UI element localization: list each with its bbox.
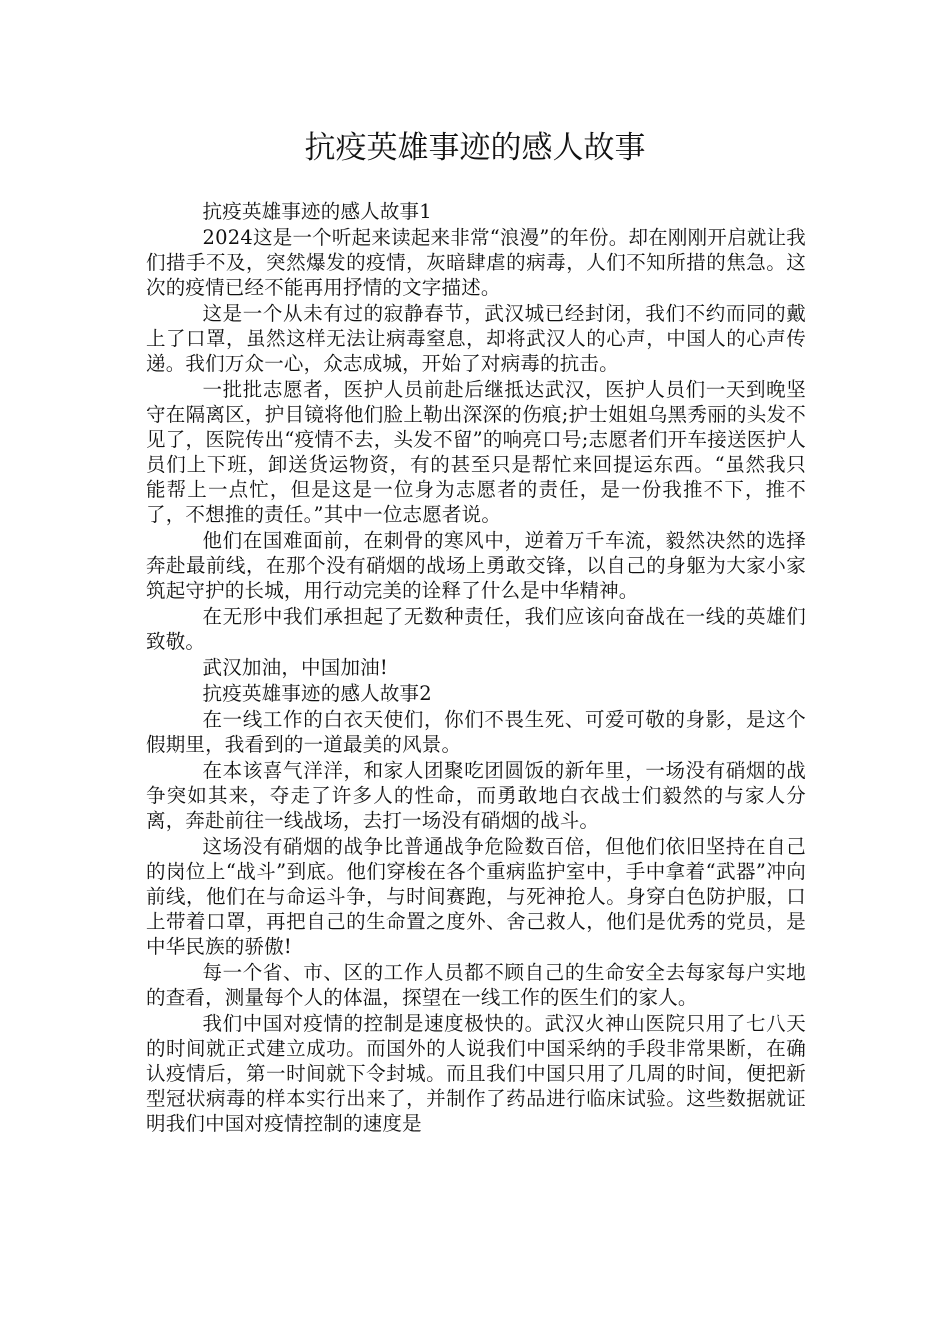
- section-heading-1: 抗疫英雄事迹的感人故事1: [202, 200, 432, 223]
- paragraph: 每一个省、市、区的工作人员都不顾自己的生命安全去每家每户实地的查看，测量每个人的体温，探望在一线工作的医生们的家人。: [146, 961, 806, 1009]
- paragraph: 他们在国难面前，在刺骨的寒风中，逆着万千车流，毅然决然的选择奔赴最前线，在那个没有硝烟的战场上勇敢交锋，以自己的身躯为大家小家筑起守护的长城，用行动完美的诠释了什么是中华精神。: [146, 529, 806, 602]
- document-body: [146, 199, 806, 1137]
- paragraph: 在本该喜气洋洋，和家人团聚吃团圆饭的新年里，一场没有硝烟的战争突如其来，夺走了许多人的性命，而勇敢地白衣战士们毅然的与家人分离，奔赴前往一线战场，去打一场没有硝烟的战斗。: [146, 759, 806, 832]
- paragraph: 我们中国对疫情的控制是速度极快的。武汉火神山医院只用了七八天的时间就正式建立成功。而国外的人说我们中国采纳的手段非常果断，在确认疫情后，第一时间就下令封城。而且我们中国只用了几周的时间，便把新型冠状病毒的样本实行出来了，并制作了药品进行临床试验。这些数据就证明我们中国对疫情控制的速度是: [146, 1012, 806, 1135]
- paragraph: 2024这是一个听起来读起来非常“浪漫”的年份。却在刚刚开启就让我们措手不及，突然爆发的疫情，灰暗肆虐的病毒，人们不知所措的焦急。这次的疫情已经不能再用抒情的文字描述。: [146, 226, 806, 299]
- paragraph: 在一线工作的白衣天使们，你们不畏生死、可爱可敬的身影，是这个假期里，我看到的一道最美的风景。: [146, 708, 806, 756]
- section-heading-2: 抗疫英雄事迹的感人故事2: [202, 682, 432, 705]
- paragraph: 一批批志愿者，医护人员前赴后继抵达武汉，医护人员们一天到晚坚守在隔离区，护目镜将他们脸上勒出深深的伤痕;护士姐姐乌黑秀丽的头发不见了，医院传出“疫情不去，头发不留”的响亮口号;志愿者们开车接送医护人员们上下班，卸送货运物资，有的甚至只是帮忙来回提运东西。“虽然我只能帮上一点忙，但是这是一位身为志愿者的责任，是一份我推不下，推不了，不想推的责任。”其中一位志愿者说。: [146, 378, 806, 526]
- paragraph: 武汉加油，中国加油!: [202, 656, 388, 679]
- paragraph: 这是一个从未有过的寂静春节，武汉城已经封闭，我们不约而同的戴上了口罩，虽然这样无法让病毒窒息，却将武汉人的心声，中国人的心声传递。我们万众一心，众志成城，开始了对病毒的抗击。: [146, 302, 806, 375]
- paragraph: 这场没有硝烟的战争比普通战争危险数百倍，但他们依旧坚持在自己的岗位上“战斗”到底。他们穿梭在各个重病监护室中，手中拿着“武器”冲向前线，他们在与命运斗争，与时间赛跑，与死神抢人。身穿白色防护服，口上带着口罩，再把自己的生命置之度外、舍己救人，他们是优秀的党员，是中华民族的骄傲!: [146, 835, 806, 958]
- document-title: 抗疫英雄事迹的感人故事: [304, 130, 646, 166]
- paragraph: 在无形中我们承担起了无数种责任，我们应该向奋战在一线的英雄们致敬。: [146, 605, 806, 653]
